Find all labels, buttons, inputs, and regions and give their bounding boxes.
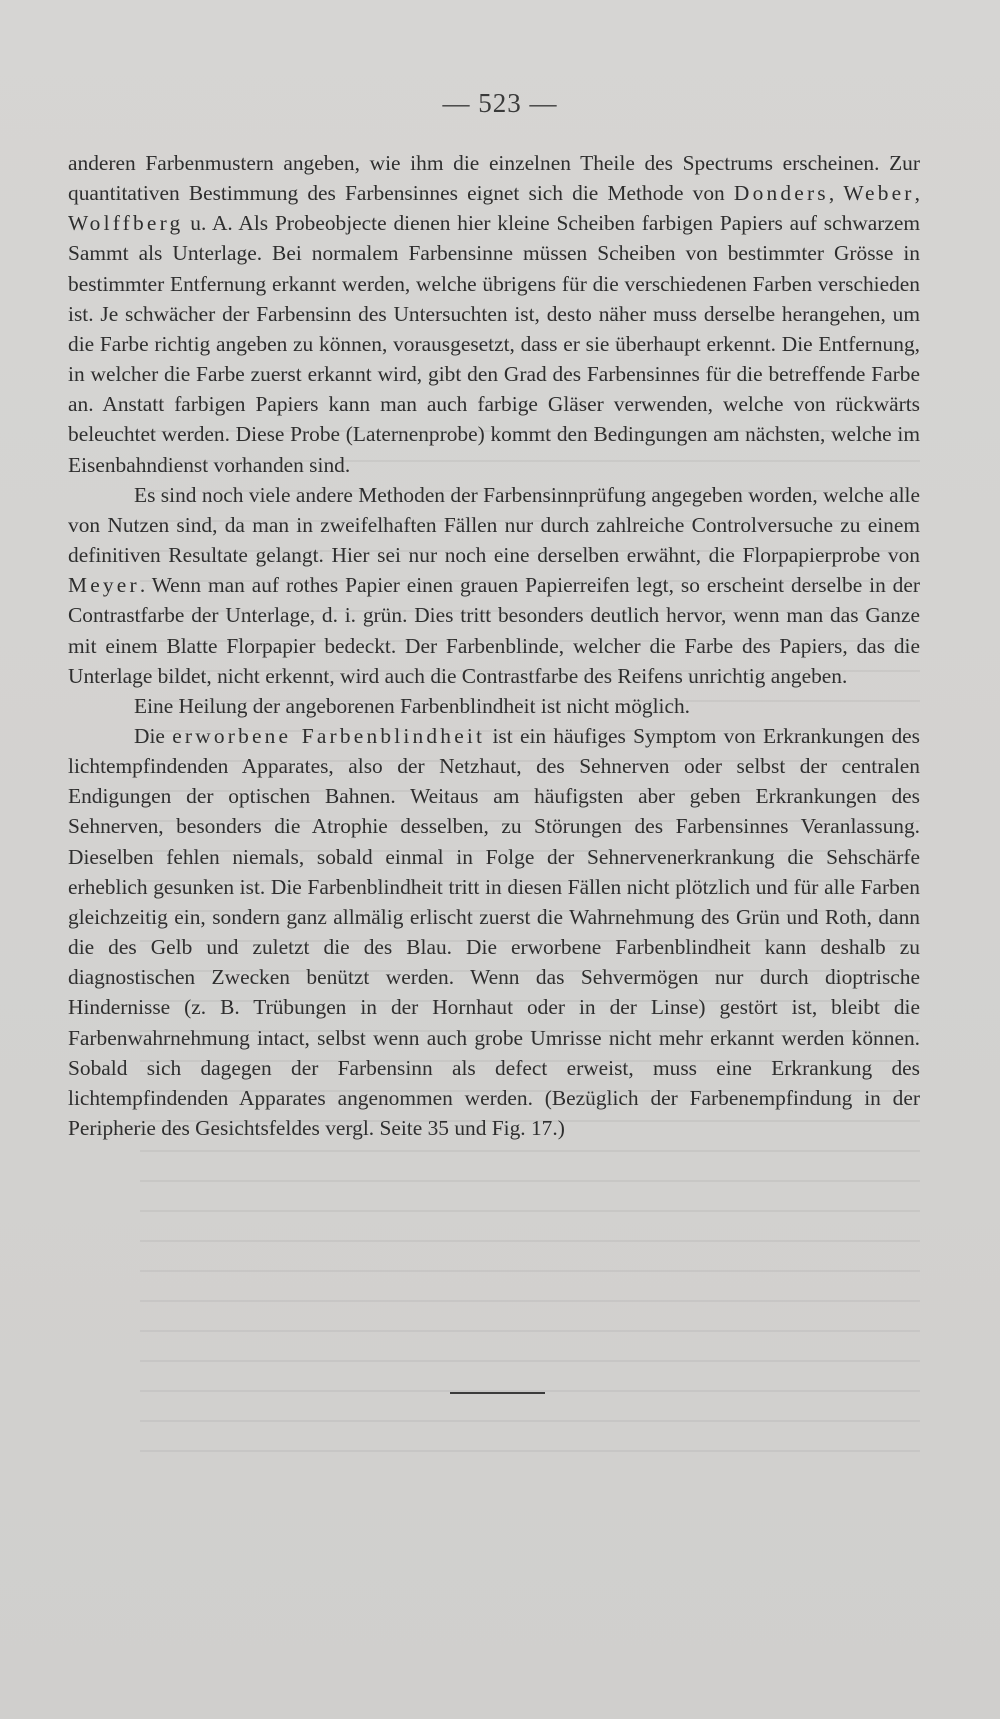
spaced-emphasis: erworbene Farbenblindheit <box>172 723 486 748</box>
section-end-rule <box>450 1392 545 1394</box>
paragraph-text: Eine Heilung der angeborenen Farbenblindheit ist nicht möglich. <box>134 693 691 718</box>
spaced-emphasis: Wolffberg <box>68 211 184 236</box>
spaced-emphasis: Donders <box>733 181 829 206</box>
paragraph <box>68 480 920 691</box>
paragraph-text: Die <box>134 723 173 748</box>
paragraph-text: Es sind noch viele andere Methoden der Farbensinnprüfung angegeben worden, welche alle von Nutzen sind, da man in zweifelhaften Fällen nur durch zahlreiche Controlversuche zu einem definitiven Resultate gelangt. Hier sei nur noch eine derselben erwähnt, die Florpapierprobe von <box>68 482 920 568</box>
paragraph <box>68 721 920 1143</box>
spaced-emphasis: Weber <box>843 181 915 206</box>
spaced-emphasis: Meyer <box>68 573 140 598</box>
paragraph-text: . Wenn man auf rothes Papier einen grauen Papierreifen legt, so erscheint derselbe in der Contrastfarbe der Unterlage, d. i. grün. Dies tritt besonders deutlich hervor, wenn man das Ganze mit einem Blatte Florpapier bedeckt. Der Farbenblinde, welcher die Farbe des Papiers, das die Unterlage bildet, nicht erkennt, wird auch die Contrastfarbe des Reifens unrichtig angeben. <box>68 573 920 688</box>
page-number: — 523 — <box>442 88 558 118</box>
paragraph-text: anderen Farbenmustern angeben, wie ihm die einzelnen Theile des Spectrums erscheinen. Zur quantitativen Bestimmung des Farbensinnes eignet sich die Methode von <box>68 151 920 206</box>
paragraph <box>68 148 920 480</box>
paragraph-text: ist ein häufiges Symptom von Erkrankungen des lichtempfindenden Apparates, also der Netzhaut, des Sehnerven oder selbst der centralen Endigungen der optischen Bahnen. Weitaus am häufigsten aber geben Erkrankungen des Sehnerven, besonders die Atrophie desselben, zu Störungen des Farbensinnes Veranlassung. Dieselben fehlen niemals, sobald einmal in Folge der Sehnervenerkrankung die Sehschärfe erheblich gesunken ist. Die Farbenblindheit tritt in diesen Fällen nicht plötzlich und für alle Farben gleichzeitig ein, sondern ganz allmälig erlischt zuerst die Wahrnehmung des Grün und Roth, dann die des Gelb und zuletzt die des Blau. Die erworbene Farbenblindheit kann deshalb zu diagnostischen Zwecken benützt werden. Wenn das Sehvermögen nur durch dioptrische Hindernisse (z. B. Trübungen in der Hornhaut oder in der Linse) gestört ist, bleibt die Farbenwahrnehmung intact, selbst wenn auch grobe Umrisse nicht mehr erkannt werden können. Sobald sich dagegen der Farbensinn als defect erweist, muss eine Erkrankung des lichtempfindenden Apparates angenommen werden. (Bezüglich der Farbenempfindung in der Peripherie des Gesichtsfeldes vergl. Seite 35 und Fig. 17.) <box>68 723 920 1140</box>
paragraph-text: u. A. Als Probeobjecte dienen hier kleine Scheiben farbigen Papiers auf schwarzem Sammt als Unterlage. Bei normalem Farbensinne müssen Scheiben von bestimmter Grösse in bestimmter Entfernung erkannt werden, welche übrigens für die verschiedenen Farben verschieden ist. Je schwächer der Farbensinn des Untersuchten ist, desto näher muss derselbe herangehen, um die Farbe richtig angeben zu können, vorausgesetzt, dass er sie überhaupt erkennt. Die Entfernung, in welcher die Farbe zuerst erkannt wird, gibt den Grad des Farbensinnes für die betreffende Farbe an. Anstatt farbigen Papiers kann man auch farbige Gläser verwenden, welche von rückwärts beleuchtet werden. Diese Probe (Laternenprobe) kommt den Bedingungen am nächsten, welche im Eisenbahndienst vorhanden sind. <box>68 211 920 477</box>
paragraph-text: , <box>914 181 920 206</box>
body-text <box>68 148 920 1143</box>
paragraph <box>68 691 920 721</box>
paragraph-text: , <box>828 181 844 206</box>
